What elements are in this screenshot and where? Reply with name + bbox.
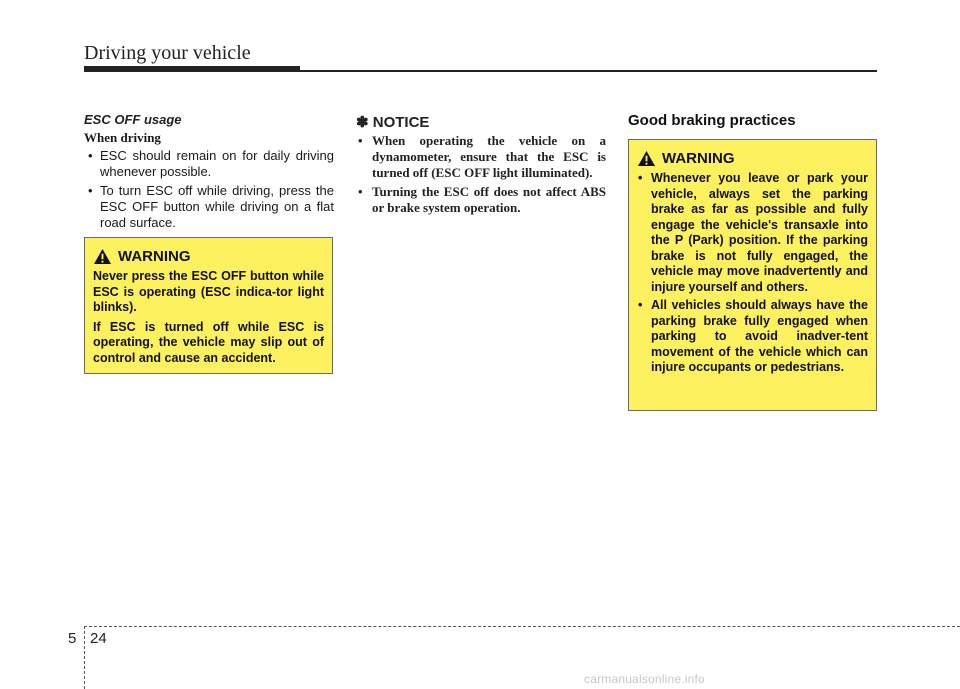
warning-title: WARNING [118,248,191,265]
notice-title: ✽ NOTICE [356,114,430,131]
column-braking [628,112,878,129]
footer-divider [84,626,85,689]
list-item: • To turn ESC off while driving, press the ESC OFF button while driving on a flat road surface. [88,183,334,230]
footer-rule [84,626,960,627]
warning-bullet-list [637,171,868,376]
warning-paragraph: Never press the ESC OFF button while ESC is operating (ESC indica-tor light blinks). [93,269,324,314]
braking-warning-box [628,139,877,411]
list-item: • Turning the ESC off does not affect ABS or brake system operation. [358,184,606,215]
notice-list [356,133,606,216]
warning-paragraph: If ESC is turned off while ESC is operating, the vehicle may slip out of control and cause an accident. [93,319,324,365]
section-number: 5 [68,630,77,647]
header-bar [84,66,300,72]
warning-header [637,150,868,167]
when-driving-label: When driving [84,130,161,145]
good-braking-heading: Good braking practices [628,112,796,129]
warning-title: WARNING [662,150,735,167]
esc-off-usage-subheading: ESC OFF usage [84,112,182,127]
list-item: • ESC should remain on for daily driving whenever possible. [88,148,334,179]
list-item: • When operating the vehicle on a dynamometer, ensure that the ESC is turned off (ESC OFF light illuminated). [358,133,606,180]
list-item: • Whenever you leave or park your vehicle, always set the parking brake as far as possible and fully engage the vehicle's transaxle into the P (Park) position. If the parking brake is not fully engaged, the vehicle may move inadvertently and injure yourself and others. [638,171,868,294]
watermark: carmanualsonline.info [584,672,705,686]
page-header-title: Driving your vehicle [84,42,251,64]
esc-warning-box [84,237,333,374]
warning-triangle-icon [93,248,112,265]
header-rule [300,70,877,72]
column-esc-off-usage [84,112,334,234]
list-item: • All vehicles should always have the parking brake fully engaged when parking to avoid inadver-tent movement of the vehicle which can injure occupants or pedestrians. [638,298,868,374]
warning-header [93,248,324,265]
warning-triangle-icon [637,150,656,167]
column-notice [356,112,606,219]
esc-bullet-list [84,148,334,231]
page-number: 24 [90,630,107,647]
